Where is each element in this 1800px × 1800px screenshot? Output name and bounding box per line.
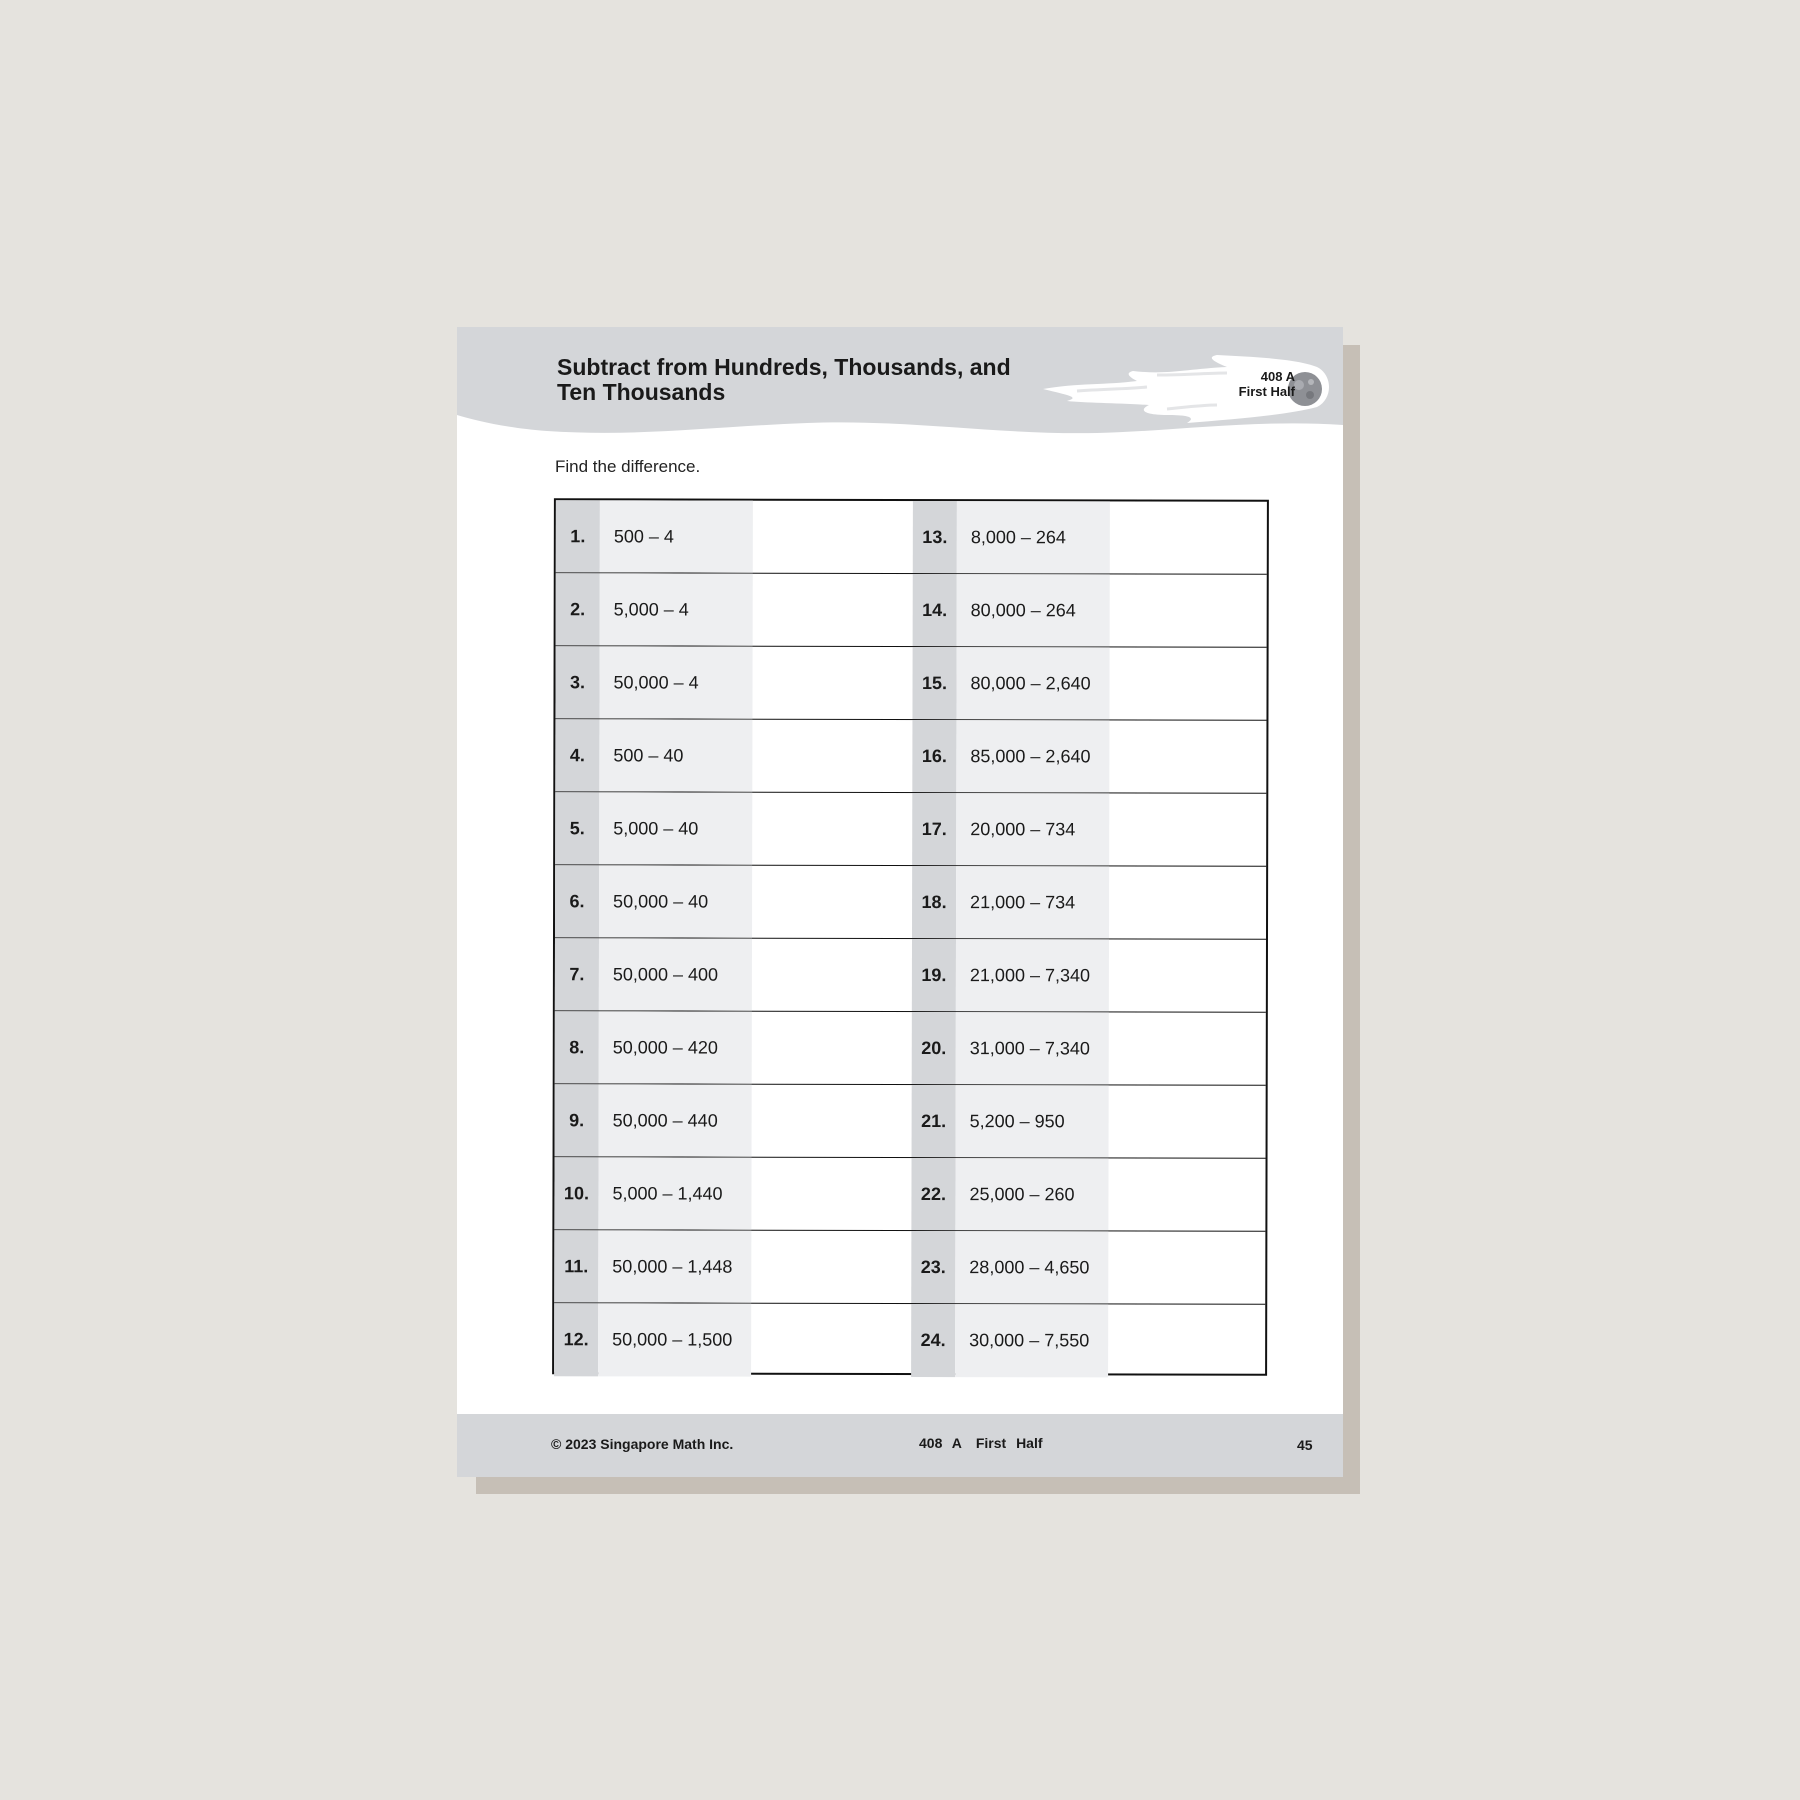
problem-expression: 50,000 – 440 xyxy=(599,1084,752,1156)
worksheet-page xyxy=(457,327,1343,1477)
table-row xyxy=(554,1157,1265,1231)
problem-cell xyxy=(912,939,1269,1012)
problem-number: 12. xyxy=(554,1303,598,1376)
problem-expression: 28,000 – 4,650 xyxy=(955,1231,1108,1303)
problem-cell xyxy=(554,1157,911,1230)
problem-number: 8. xyxy=(555,1011,599,1083)
title-line-1: Subtract from Hundreds, Thousands, and xyxy=(557,354,1011,380)
page-number: 45 xyxy=(1297,1437,1313,1453)
problem-cell xyxy=(912,793,1269,866)
problem-number: 7. xyxy=(555,938,599,1010)
table-row xyxy=(556,573,1267,647)
problem-cell xyxy=(911,1158,1268,1231)
problem-number: 5. xyxy=(555,792,599,864)
problem-number: 23. xyxy=(911,1231,955,1303)
problem-cell xyxy=(555,1011,912,1084)
problem-expression: 8,000 – 264 xyxy=(957,501,1110,573)
problem-number: 1. xyxy=(556,500,600,572)
problem-expression: 5,000 – 40 xyxy=(599,792,752,864)
problem-expression: 5,000 – 4 xyxy=(600,573,753,645)
copyright-text: © 2023 Singapore Math Inc. xyxy=(551,1436,734,1452)
problem-cell xyxy=(911,1304,1268,1378)
problem-expression: 500 – 40 xyxy=(599,719,752,791)
problem-cell xyxy=(555,646,912,719)
table-row xyxy=(554,1230,1265,1304)
footer-lesson xyxy=(919,1435,1043,1451)
problem-cell xyxy=(554,1303,911,1377)
problem-grid xyxy=(552,498,1269,1375)
problem-number: 10. xyxy=(554,1157,598,1229)
problem-expression: 30,000 – 7,550 xyxy=(955,1304,1108,1377)
problem-cell xyxy=(556,573,913,646)
problem-expression: 85,000 – 2,640 xyxy=(956,720,1109,792)
problem-number: 21. xyxy=(912,1085,956,1157)
table-row xyxy=(555,646,1266,720)
problem-cell xyxy=(556,500,913,573)
problem-expression: 31,000 – 7,340 xyxy=(956,1012,1109,1084)
problem-cell xyxy=(912,720,1269,793)
problem-cell xyxy=(912,866,1269,939)
problem-expression: 80,000 – 2,640 xyxy=(956,647,1109,719)
table-row xyxy=(555,792,1266,866)
lesson-badge xyxy=(1165,369,1295,399)
problem-expression: 21,000 – 7,340 xyxy=(956,939,1109,1011)
problem-number: 19. xyxy=(912,939,956,1011)
instruction-text: Find the difference. xyxy=(555,457,701,476)
problem-number: 15. xyxy=(912,647,956,719)
problem-number: 2. xyxy=(556,573,600,645)
problem-expression: 50,000 – 420 xyxy=(599,1011,752,1083)
problem-cell xyxy=(555,719,912,792)
problem-number: 16. xyxy=(912,720,956,792)
page-footer xyxy=(457,1414,1343,1477)
table-row xyxy=(555,1011,1266,1085)
problem-number: 20. xyxy=(912,1012,956,1084)
problem-cell xyxy=(913,574,1270,647)
footer-label: First Half xyxy=(975,1435,1043,1451)
problem-cell xyxy=(913,501,1270,574)
problem-number: 14. xyxy=(913,574,957,646)
problem-expression: 50,000 – 4 xyxy=(599,646,752,718)
problem-expression: 80,000 – 264 xyxy=(957,574,1110,646)
title-line-2: Ten Thousands xyxy=(557,379,726,405)
problem-expression: 5,000 – 1,440 xyxy=(598,1157,751,1229)
problem-number: 6. xyxy=(555,865,599,937)
problem-number: 17. xyxy=(912,793,956,865)
problem-cell xyxy=(555,865,912,938)
badge-label: First Half xyxy=(1238,384,1295,399)
table-row xyxy=(555,1084,1266,1158)
problem-expression: 50,000 – 40 xyxy=(599,865,752,937)
problem-cell xyxy=(912,647,1269,720)
problem-number: 3. xyxy=(555,646,599,718)
problem-expression: 20,000 – 734 xyxy=(956,793,1109,865)
table-row xyxy=(555,938,1266,1012)
problem-cell xyxy=(555,1084,912,1157)
problem-cell xyxy=(912,1012,1269,1085)
problem-expression: 500 – 4 xyxy=(600,500,753,572)
page-title xyxy=(557,355,1037,405)
problem-expression: 5,200 – 950 xyxy=(956,1085,1109,1157)
problem-expression: 50,000 – 1,500 xyxy=(598,1303,751,1376)
problem-cell xyxy=(554,1230,911,1303)
problem-expression: 25,000 – 260 xyxy=(955,1158,1108,1230)
problem-number: 22. xyxy=(911,1158,955,1230)
footer-code: 408 A xyxy=(919,1435,962,1451)
problem-number: 13. xyxy=(913,501,957,573)
problem-number: 11. xyxy=(554,1230,598,1302)
table-row xyxy=(555,719,1266,793)
problem-cell xyxy=(555,792,912,865)
problem-expression: 50,000 – 400 xyxy=(599,938,752,1010)
problem-number: 24. xyxy=(911,1304,955,1377)
table-row xyxy=(554,1303,1265,1377)
table-row xyxy=(556,500,1267,574)
badge-code: 408 A xyxy=(1260,369,1295,384)
problem-cell xyxy=(911,1231,1268,1304)
problem-number: 4. xyxy=(555,719,599,791)
problem-cell xyxy=(555,938,912,1011)
problem-expression: 21,000 – 734 xyxy=(956,866,1109,938)
problem-number: 18. xyxy=(912,866,956,938)
problem-cell xyxy=(912,1085,1269,1158)
table-row xyxy=(555,865,1266,939)
problem-expression: 50,000 – 1,448 xyxy=(598,1230,751,1302)
problem-number: 9. xyxy=(555,1084,599,1156)
